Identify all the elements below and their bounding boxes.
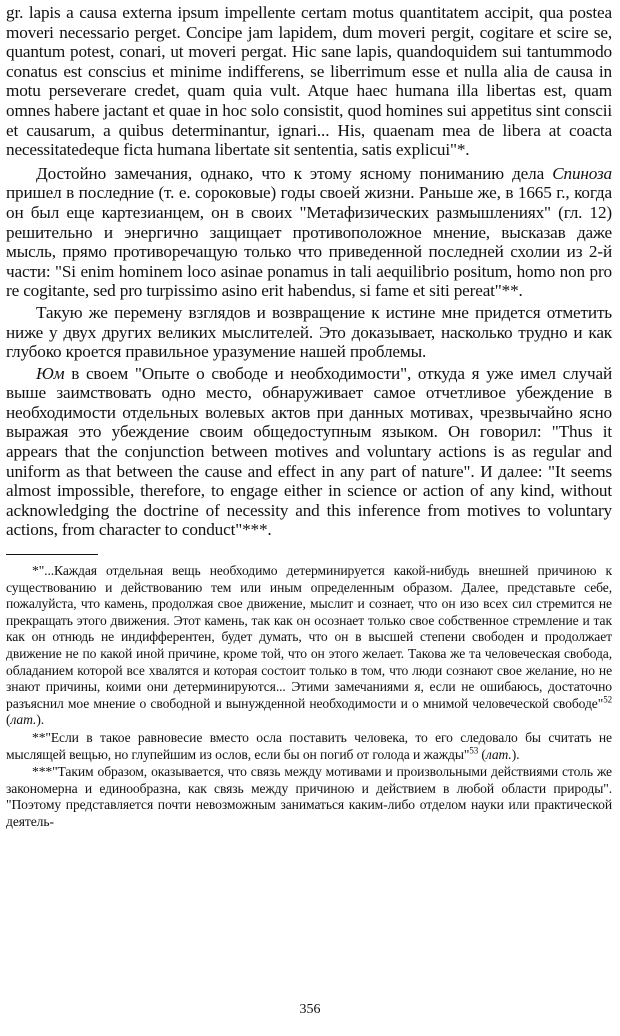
text-span: ***"Таким образом, оказывается, что связь между мотивами и произвольными действиями столь же закономерна и единообразна, как связь между причиною и действием в любой области природы". "Поэтому представляется почти невозможным заниматься каким-либо отделом науки или практической деятель- <box>6 764 612 829</box>
text-span: **"Если в такое равновесие вместо осла поставить человека, то его следовало бы считать не мыслящей вещью, но глупейшим из ослов, если бы он погиб от голода и жажды" <box>6 729 612 762</box>
paragraph-hume <box>6 364 612 540</box>
footnote-3 <box>6 764 612 830</box>
footnote-2 <box>6 730 612 763</box>
text-span: ). <box>511 746 520 762</box>
page-number: 356 <box>299 1002 321 1017</box>
footnote-ref: 52 <box>603 694 612 705</box>
footnote-divider <box>6 554 98 555</box>
lang-marker: лат. <box>485 746 512 762</box>
text-span: ). <box>36 712 45 728</box>
main-text <box>6 3 612 540</box>
text-span: пришел в последние (т. е. сороковые) годы своей жизни. Раньше же, в 1665 г., когда он был еще картезианцем, он в своих "Метафизических размышлениях" (гл. 12) решительно и энергично защищает противоположное мнение, высказав даже мысль, прямо противоречащую только что приведенной последней схолии из 2-й части: "Si enim hominem loco asinae ponamus in tali aequilibrio positum, homo non pro re cogitante, sed pro turpissimo asino erit habendus, si fame et siti pereat"**. <box>6 183 612 301</box>
footnote-ref: 53 <box>469 745 479 756</box>
text-span: в своем "Опыте о свободе и необходимости", откуда я уже имел случай выше заимствовать одно место, обнаруживает самое отчетливое убеждение в необходимости отдельных волевых актов при данных мотивах, чрезвычайно ясно выражая это убеждение своим общедоступным языком. Он говорил: "Thus it appears that the conjunction between motives and voluntary actions is as regular and uniform as that between the cause and effect in any part of nature". И далее: "It seems almost impossible, therefore, to engage either in science or action of any kind, without acknowledging the doctrine of necessity and this inference from motives to voluntary actions, from character to conduct"***. <box>6 363 612 540</box>
paragraph-spinoza <box>6 164 612 301</box>
text-span: gr. lapis a causa externa ipsum impellente certam motus quantitatem accipit, qua postea moveri necessario perget. Concipe jam lapidem, dum moveri pergit, cogitare et scire se, quantum potest, conari, ut moveri pergat. Hic sane lapis, quandoquidem sui tantummodo conatus est conscius et minime indifferens, se liberrimum esse et nulla alia de causa in motu perseverare credet, quam quia vult. Atque haec humana illa libertas est, quam omnes habere jactant et quae in hoc solo consistit, quod homines sui appetitus sint conscii et causarum, a quibus determinantur, ignari... His, quaenam mea de libera at coacta necessitatedeque ficta humana libertate sit sententia, satis explicui"*. <box>6 3 612 160</box>
text-span: ( <box>478 746 486 762</box>
text-span: Такую же перемену взглядов и возвращение к истине мне придется отметить ниже у двух других великих мыслителей. Это доказывает, насколько трудно и как глубоко кроется правильное уразумение нашей проблемы. <box>6 302 612 362</box>
lang-marker: лат. <box>10 712 37 728</box>
text-span: *"...Каждая отдельная вещь необходимо детерминируется какой-нибудь внешней причиною к существованию и действованию тем или иным определенным образом. Далее, представьте себе, пожалуйста, что камень, продолжая свое движение, мыслит и сознает, что он изо всех сил стремится не прекращать этого движения. Этот камень, так как он осознает только свое собственное стремление и так как он отнюдь не индифферентен, будет думать, что он в высшей степени свободен и продолжает движение не по какой иной причине, кроме той, что он этого желает. Такова же та человеческая свобода, обладанием которой все хвалятся и которая состоит только в том, что люди сознают свое желание, но не знают причины, коими они детерминируются... Этими замечаниями я, если не ошибаюсь, достаточно разъяснил мое мнение о свободной и вынужденной необходимости и о мнимой человеческой свободе" <box>6 563 612 711</box>
footnotes <box>6 563 612 831</box>
footnote-1 <box>6 563 612 729</box>
paragraph-change-of-views <box>6 303 612 362</box>
text-span: ( <box>6 712 11 728</box>
paragraph-latin-quote-continuation <box>6 3 612 160</box>
name-hume: Юм <box>36 363 65 383</box>
name-spinoza: Спиноза <box>552 163 612 183</box>
text-span: Достойно замечания, однако, что к этому ясному пониманию дела <box>36 163 553 183</box>
